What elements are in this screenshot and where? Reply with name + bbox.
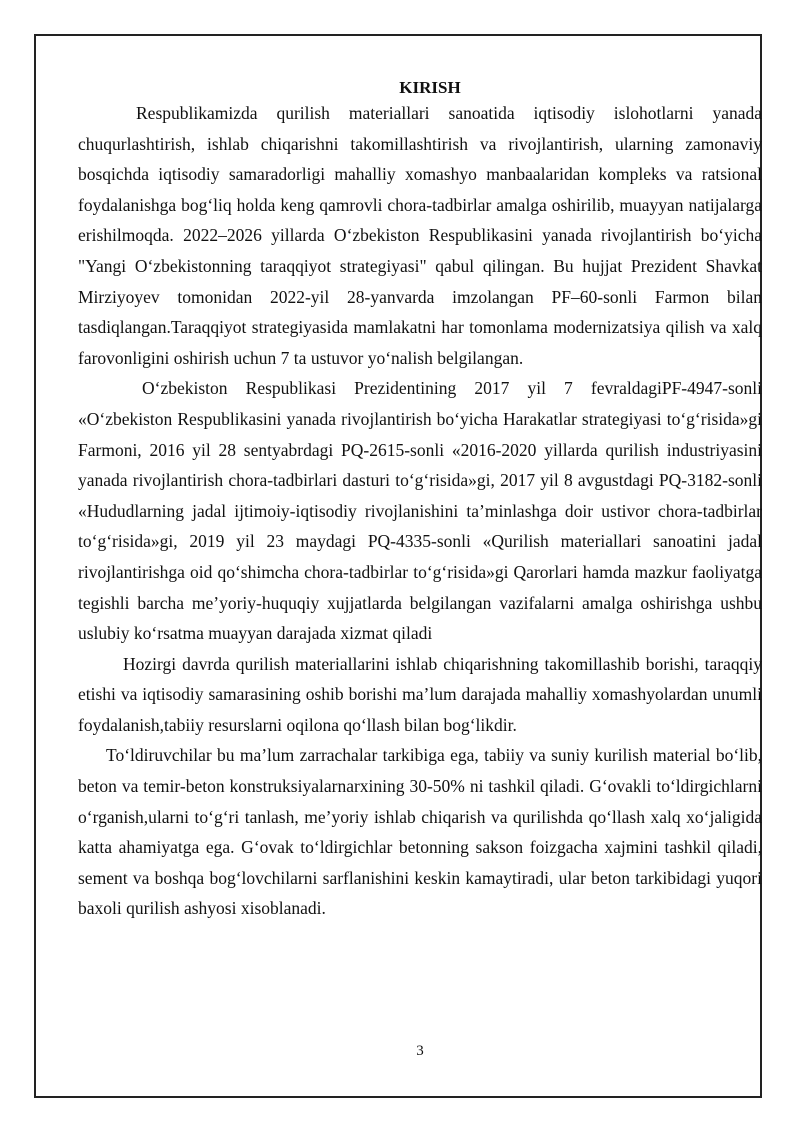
paragraph-3: Hozirgi davrda qurilish materiallarini ishlab chiqarishning takomillashib borishi, taraqqiy etishi va iqtisodiy samarasining oshib borishi ma’lum darajada mahalliy xomashyolardan unumli foydalanish,tabiiy resurslarni oqilona qo‘llash bilan bog‘likdir. bbox=[78, 653, 762, 735]
paragraph-2: O‘zbekiston Respublikasi Prezidentining 2017 yil 7 fevraldagiPF-4947-sonli «O‘zbekiston Respublikasini yanada rivojlantirish bo‘yicha Harakatlar strategiyasi to‘g‘risida»gi Farmoni, 2016 yil 28 sentyabrdagi PQ-2615-sonli «2016-2020 yillarda qurilish industriyasini yanada rivojlantirish chora-tadbirlari dasturi to‘g‘risida»gi, 2017 yil 8 avgustdagi PQ-3182-sonli «Hududlarning jadal ijtimoiy-iqtisodiy rivojlanishini ta’minlashga doir ustivor chora-tadbirlar to‘g‘risida»gi, 2019 yil 23 maydagi PQ-4335-sonli «Qurilish materiallari sanoatini jadal rivojlantirishga oid qo‘shimcha chora-tadbirlar to‘g‘risida»gi Qarorlari hamda mazkur faoliyatga tegishli barcha me’yoriy-huquqiy xujjatlarda belgilangan vazifalarni amalga oshirishga ushbu uslubiy ko‘rsatma muayyan darajada xizmat qiladi bbox=[78, 378, 762, 644]
document-body bbox=[78, 78, 762, 924]
page-number: 3 bbox=[416, 1043, 424, 1059]
paragraph-4: To‘ldiruvchilar bu ma’lum zarrachalar tarkibiga ega, tabiiy va suniy kurilish material bo‘lib, beton va temir-beton konstruksiyalarnarxining 30-50% ni tashkil qiladi. G‘ovakli to‘ldirgichlarni o‘rganish,ularni to‘g‘ri tanlash, me’yoriy ishlab chiqarish va qurilishda qo‘llash xalq xo‘jaligida katta ahamiyatga ega. G‘ovak to‘ldirgichlar betonning sakson foizgacha xajmini tashkil qiladi, sement va boshqa bog‘lovchilarni sarflanishini keskin kamaytiradi, ular beton tarkibidagi yuqori baxoli qurilish ashyosi xisoblanadi. bbox=[78, 745, 762, 919]
paragraph-1: Respublikamizda qurilish materiallari sanoatida iqtisodiy islohotlarni yanada chuqurlashtirish, ishlab chiqarishni takomillashtirish va rivojlantirish, ularning zamonaviy bosqichda iqtisodiy samaradorligi mahalliy xomashyo manbaalaridan kompleks va ratsional foydalanishga bog‘liq holda keng qamrovli chora-tadbirlar amalga oshirilib, muayyan natijalarga erishilmoqda. 2022–2026 yillarda O‘zbekiston Respublikasini yanada rivojlantirish bo‘yicha "Yangi O‘zbekistonning taraqqiyot strategiyasi" qabul qilingan. Bu hujjat Prezident Shavkat Mirziyoyev tomonidan 2022-yil 28-yanvarda imzolangan PF–60-sonli Farmon bilan tasdiqlangan.Taraqqiyot strategiyasida mamlakatni har tomonlama modernizatsiya qilish va xalq farovonligini oshirish uchun 7 ta ustuvor yo‘nalish belgilangan. bbox=[78, 103, 762, 368]
section-title: KIRISH bbox=[399, 78, 461, 97]
